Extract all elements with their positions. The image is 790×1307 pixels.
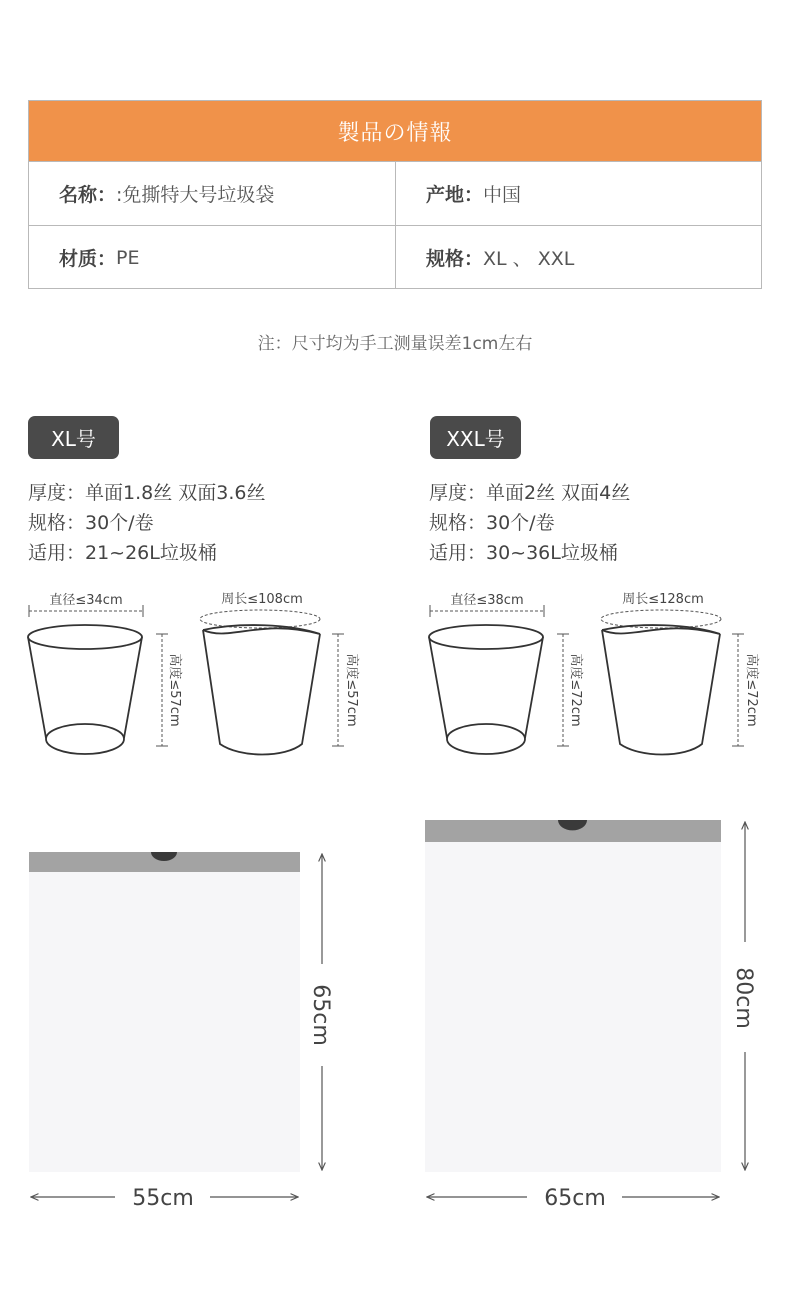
material-key: 材质： [59, 248, 117, 270]
xxl-round-bin-icon [429, 625, 543, 754]
xl-fit: 适用：21~26L垃圾桶 [28, 542, 217, 564]
xl-round-bin-icon [28, 625, 142, 754]
xxl-diameter-label: 直径≤38cm [450, 593, 524, 608]
spec-title: 製品の情報 [29, 101, 761, 161]
xl-height-label-1: 高度≤57cm [167, 653, 182, 727]
origin-value: 中国 [483, 184, 522, 206]
xxl-size-badge: XXL号 [430, 416, 521, 459]
xxl-bag-in-bin-icon [601, 610, 721, 755]
material-value: PE [116, 246, 140, 269]
xxl-height-label-2: 高度≤72cm [744, 653, 759, 727]
xl-circumference-label: 周长≤108cm [221, 592, 303, 607]
xl-bag-in-bin-icon [200, 610, 320, 755]
xl-bag-width-label: 55cm [132, 1186, 194, 1211]
name-value: :免撕特大号垃圾袋 [116, 184, 275, 206]
xl-height-label-2: 高度≤57cm [344, 653, 359, 727]
xl-height-dimension-1 [156, 634, 168, 746]
xxl-count: 规格：30个/卷 [429, 512, 555, 534]
xxl-flat-bag [425, 820, 721, 1172]
size-key: 规格： [426, 248, 484, 270]
xxl-height-dimension-1 [557, 634, 569, 746]
xl-diameter-label: 直径≤34cm [49, 593, 123, 608]
xxl-height-dimension-2 [732, 634, 744, 746]
xl-thickness: 厚度：单面1.8丝 双面3.6丝 [28, 482, 266, 504]
xl-height-dimension-2 [332, 634, 344, 746]
xxl-fit: 适用：30~36L垃圾桶 [429, 542, 618, 564]
xxl-bag-width-label: 65cm [544, 1186, 606, 1211]
name-key: 名称： [59, 184, 117, 206]
size-value: XL 、 XXL [483, 248, 575, 270]
measurement-note: 注：尺寸均为手工测量误差1cm左右 [257, 334, 533, 354]
xl-bag-height-label: 65cm [308, 984, 333, 1046]
origin-key: 产地： [426, 184, 484, 206]
xxl-circumference-label: 周长≤128cm [622, 592, 704, 607]
xxl-bag-height-label: 80cm [731, 967, 756, 1029]
xl-count: 规格：30个/卷 [28, 512, 154, 534]
xl-flat-bag [29, 852, 300, 1172]
xxl-height-label-1: 高度≤72cm [568, 653, 583, 727]
xl-size-badge: XL号 [28, 416, 119, 459]
xxl-thickness: 厚度：单面2丝 双面4丝 [429, 482, 631, 504]
